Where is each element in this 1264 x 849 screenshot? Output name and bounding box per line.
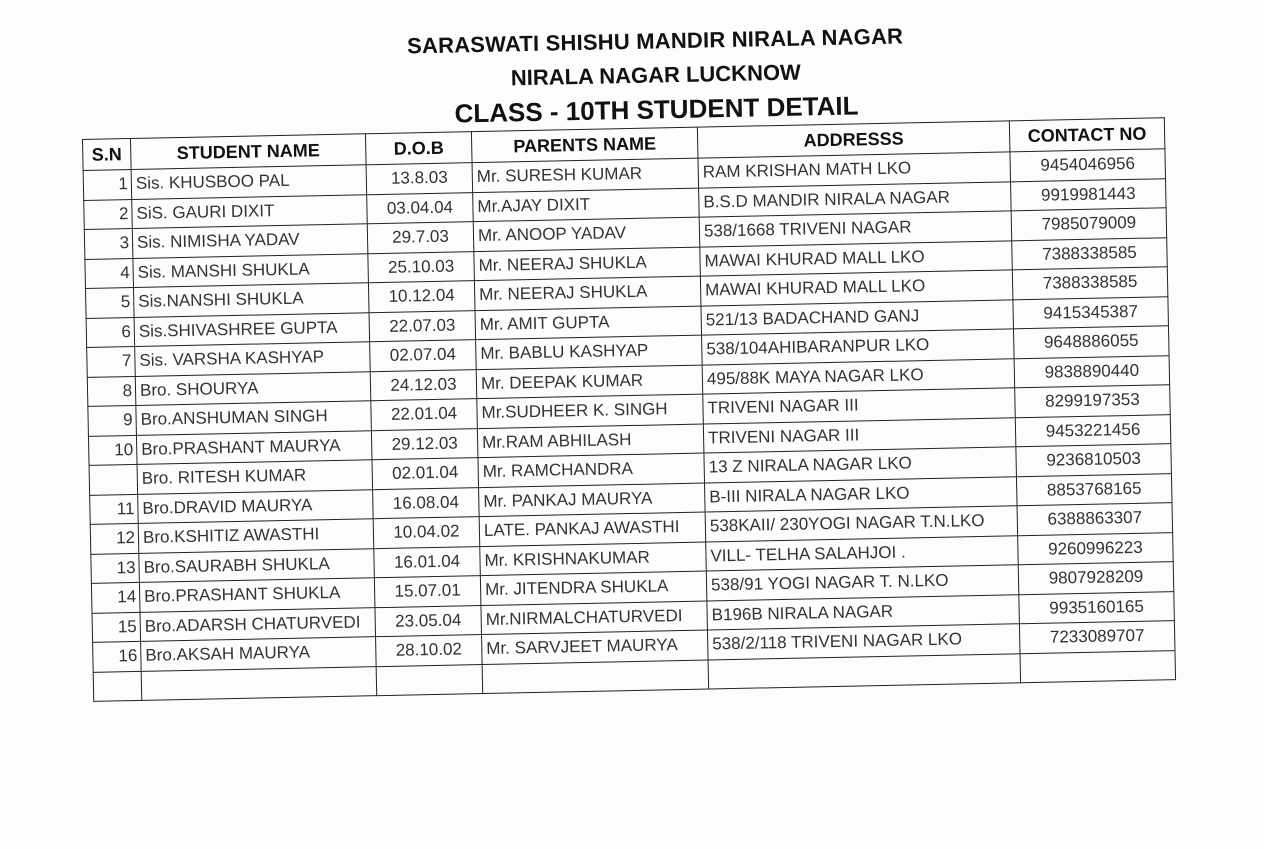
contact-number-cell: 9454046956 bbox=[1010, 149, 1166, 182]
parent-name-cell: Mr. SURESH KUMAR bbox=[472, 158, 699, 192]
dob-cell: 16.08.04 bbox=[373, 487, 480, 519]
student-name-cell: Bro.PRASHANT SHUKLA bbox=[139, 578, 375, 612]
serial-number-cell: 16 bbox=[93, 641, 142, 671]
address-cell bbox=[708, 653, 1021, 689]
address-cell: B.S.D MANDIR NIRALA NAGAR bbox=[699, 181, 1012, 217]
parent-name-cell bbox=[482, 660, 709, 694]
contact-number-cell: 9260996223 bbox=[1018, 532, 1174, 565]
address-cell: 495/88K MAYA NAGAR LKO bbox=[702, 358, 1015, 394]
parent-name-cell: Mr. NEERAJ SHUKLA bbox=[474, 247, 701, 281]
contact-number-cell bbox=[1020, 650, 1176, 683]
address-cell: MAWAI KHURAD MALL LKO bbox=[700, 270, 1013, 306]
dob-cell: 03.04.04 bbox=[367, 192, 474, 224]
serial-number-cell: 9 bbox=[88, 405, 137, 435]
dob-cell: 16.01.04 bbox=[374, 546, 481, 578]
parent-name-cell: Mr.SUDHEER K. SINGH bbox=[477, 394, 704, 428]
dob-cell bbox=[376, 664, 483, 696]
parent-name-cell: Mr.RAM ABHILASH bbox=[477, 424, 704, 458]
serial-number-cell: 5 bbox=[85, 287, 134, 317]
parent-name-cell: Mr. ANOOP YADAV bbox=[473, 217, 700, 251]
serial-number-cell bbox=[89, 464, 138, 494]
address-cell: RAM KRISHAN MATH LKO bbox=[698, 152, 1011, 188]
contact-number-cell: 9236810503 bbox=[1016, 444, 1172, 477]
student-name-cell: Bro. RITESH KUMAR bbox=[137, 460, 373, 494]
student-name-cell: Sis.SHIVASHREE GUPTA bbox=[134, 312, 370, 346]
dob-cell: 28.10.02 bbox=[376, 635, 483, 667]
serial-number-cell: 2 bbox=[84, 199, 133, 229]
serial-number-cell: 1 bbox=[83, 170, 132, 200]
student-name-cell: Sis. KHUSBOO PAL bbox=[131, 165, 367, 199]
address-cell: 521/13 BADACHAND GANJ bbox=[701, 299, 1014, 335]
student-name-cell bbox=[141, 666, 377, 700]
dob-cell: 02.07.04 bbox=[370, 340, 477, 372]
student-name-cell: Bro.ANSHUMAN SINGH bbox=[136, 401, 372, 435]
address-cell: TRIVENI NAGAR III bbox=[703, 388, 1016, 424]
parent-name-cell: Mr.AJAY DIXIT bbox=[473, 188, 700, 222]
dob-cell: 23.05.04 bbox=[375, 605, 482, 637]
student-name-cell: Sis. NIMISHA YADAV bbox=[132, 224, 368, 258]
student-name-cell: Sis.NANSHI SHUKLA bbox=[133, 283, 369, 317]
serial-number-cell: 3 bbox=[84, 228, 133, 258]
parent-name-cell: Mr. PANKAJ MAURYA bbox=[479, 483, 706, 517]
parent-name-cell: Mr.NIRMALCHATURVEDI bbox=[481, 601, 708, 635]
address-cell: 13 Z NIRALA NAGAR LKO bbox=[704, 447, 1017, 483]
serial-number-cell: 10 bbox=[88, 435, 137, 465]
student-name-cell: Sis. VARSHA KASHYAP bbox=[135, 342, 371, 376]
dob-cell: 22.01.04 bbox=[371, 399, 478, 431]
table-body bbox=[83, 149, 1175, 702]
address-cell: 538/2/118 TRIVENI NAGAR LKO bbox=[707, 624, 1020, 660]
dob-cell: 25.10.03 bbox=[368, 251, 475, 283]
column-header-sn: S.N bbox=[82, 139, 131, 171]
dob-cell: 10.04.02 bbox=[373, 517, 480, 549]
student-name-cell: Bro.DRAVID MAURYA bbox=[138, 489, 374, 523]
location-heading: NIRALA NAGAR LUCKNOW bbox=[510, 59, 802, 91]
student-name-cell: Bro.PRASHANT MAURYA bbox=[136, 430, 372, 464]
student-detail-table bbox=[82, 117, 1176, 702]
address-cell: VILL- TELHA SALAHJOI . bbox=[706, 535, 1019, 571]
serial-number-cell: 15 bbox=[92, 612, 141, 642]
contact-number-cell: 7985079009 bbox=[1011, 208, 1167, 241]
student-name-cell: Bro.SAURABH SHUKLA bbox=[139, 548, 375, 582]
serial-number-cell bbox=[93, 671, 142, 701]
dob-cell: 29.7.03 bbox=[367, 222, 474, 254]
dob-cell: 29.12.03 bbox=[371, 428, 478, 460]
dob-cell: 24.12.03 bbox=[370, 369, 477, 401]
document-sheet bbox=[80, 18, 1203, 702]
school-name-heading: SARASWATI SHISHU MANDIR NIRALA NAGAR bbox=[406, 23, 904, 59]
contact-number-cell: 9838890440 bbox=[1014, 355, 1170, 388]
contact-number-cell: 8853768165 bbox=[1016, 473, 1172, 506]
serial-number-cell: 11 bbox=[90, 494, 139, 524]
column-header-address: ADDRESSS bbox=[697, 121, 1010, 158]
contact-number-cell: 8299197353 bbox=[1015, 385, 1171, 418]
serial-number-cell: 14 bbox=[91, 582, 140, 612]
column-header-dob: D.O.B bbox=[365, 132, 472, 165]
address-cell: 538/104AHIBARANPUR LKO bbox=[702, 329, 1015, 365]
parent-name-cell: Mr. KRISHNAKUMAR bbox=[480, 542, 707, 576]
page-title: CLASS - 10TH STUDENT DETAIL bbox=[454, 90, 859, 129]
contact-number-cell: 6388863307 bbox=[1017, 503, 1173, 536]
address-cell: B196B NIRALA NAGAR bbox=[707, 594, 1020, 630]
student-name-cell: Bro. SHOURYA bbox=[135, 371, 371, 405]
column-header-contact: CONTACT NO bbox=[1009, 118, 1165, 152]
address-cell: 538KAII/ 230YOGI NAGAR T.N.LKO bbox=[705, 506, 1018, 542]
address-cell: TRIVENI NAGAR III bbox=[703, 417, 1016, 453]
student-name-cell: Sis. MANSHI SHUKLA bbox=[133, 253, 369, 287]
contact-number-cell: 7388338585 bbox=[1012, 267, 1168, 300]
address-cell: 538/91 YOGI NAGAR T. N.LKO bbox=[706, 565, 1019, 601]
serial-number-cell: 8 bbox=[87, 376, 136, 406]
contact-number-cell: 9415345387 bbox=[1013, 296, 1169, 329]
parent-name-cell: Mr. BABLU KASHYAP bbox=[476, 335, 703, 369]
contact-number-cell: 9919981443 bbox=[1011, 178, 1167, 211]
parent-name-cell: LATE. PANKAJ AWASTHI bbox=[479, 512, 706, 546]
address-cell: B-III NIRALA NAGAR LKO bbox=[705, 476, 1018, 512]
serial-number-cell: 13 bbox=[91, 553, 140, 583]
dob-cell: 15.07.01 bbox=[374, 576, 481, 608]
parent-name-cell: Mr. SARVJEET MAURYA bbox=[482, 630, 709, 664]
column-header-student-name: STUDENT NAME bbox=[130, 134, 366, 170]
dob-cell: 10.12.04 bbox=[368, 281, 475, 313]
student-name-cell: Bro.AKSAH MAURYA bbox=[141, 637, 377, 671]
serial-number-cell: 4 bbox=[85, 258, 134, 288]
dob-cell: 13.8.03 bbox=[366, 163, 473, 195]
student-name-cell: SiS. GAURI DIXIT bbox=[132, 194, 368, 228]
address-cell: MAWAI KHURAD MALL LKO bbox=[700, 240, 1013, 276]
contact-number-cell: 7388338585 bbox=[1012, 237, 1168, 270]
parent-name-cell: Mr. DEEPAK KUMAR bbox=[476, 365, 703, 399]
parent-name-cell: Mr. JITENDRA SHUKLA bbox=[480, 571, 707, 605]
address-cell: 538/1668 TRIVENI NAGAR bbox=[699, 211, 1012, 247]
serial-number-cell: 12 bbox=[90, 523, 139, 553]
student-name-cell: Bro.ADARSH CHATURVEDI bbox=[140, 607, 376, 641]
student-name-cell: Bro.KSHITIZ AWASTHI bbox=[138, 519, 374, 553]
column-header-parents-name: PARENTS NAME bbox=[471, 127, 698, 163]
contact-number-cell: 9935160165 bbox=[1019, 591, 1175, 624]
parent-name-cell: Mr. NEERAJ SHUKLA bbox=[474, 276, 701, 310]
dob-cell: 02.01.04 bbox=[372, 458, 479, 490]
contact-number-cell: 9648886055 bbox=[1013, 326, 1169, 359]
parent-name-cell: Mr. AMIT GUPTA bbox=[475, 306, 702, 340]
contact-number-cell: 9453221456 bbox=[1015, 414, 1171, 447]
dob-cell: 22.07.03 bbox=[369, 310, 476, 342]
parent-name-cell: Mr. RAMCHANDRA bbox=[478, 453, 705, 487]
serial-number-cell: 6 bbox=[86, 317, 135, 347]
serial-number-cell: 7 bbox=[87, 346, 136, 376]
contact-number-cell: 9807928209 bbox=[1018, 562, 1174, 595]
contact-number-cell: 7233089707 bbox=[1019, 621, 1175, 654]
